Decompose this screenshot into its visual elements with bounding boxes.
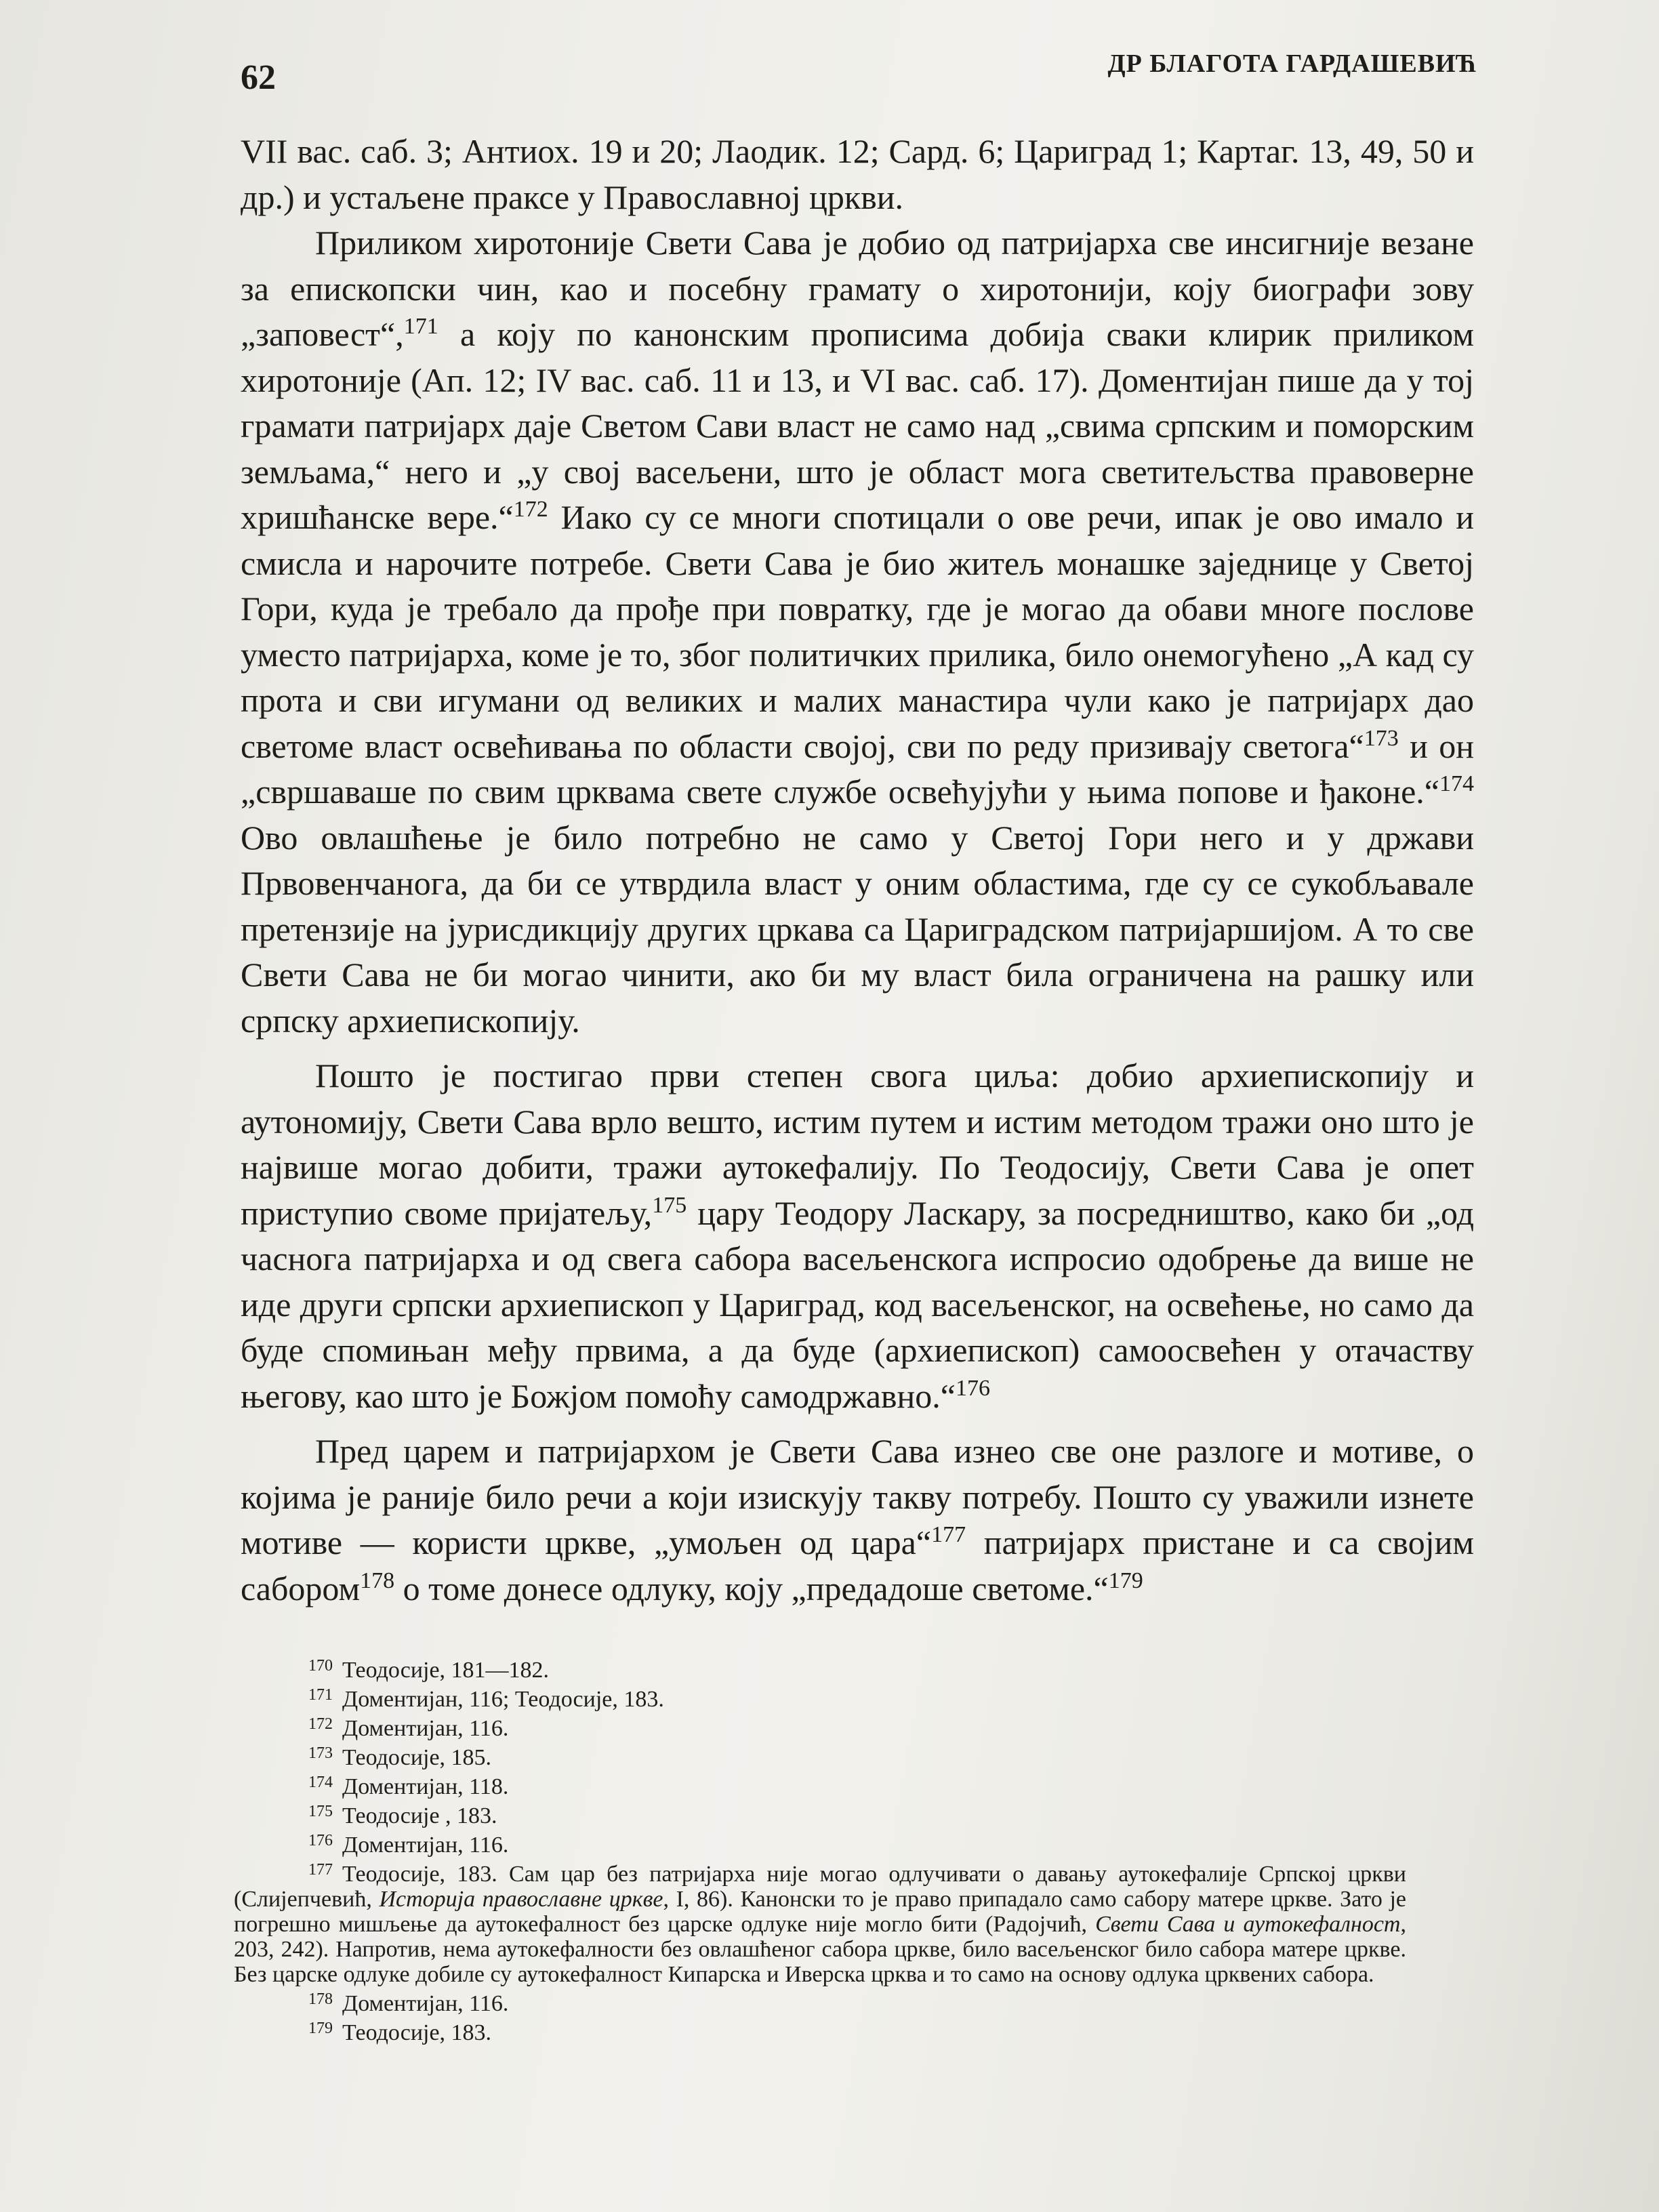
footnote-170 xyxy=(308,1654,1406,1683)
footnote-171 xyxy=(308,1683,1406,1712)
footnote-ref: 179 xyxy=(1108,1568,1143,1593)
paragraph-text: и он „свршаваше по свим црквама свете службе освећујући у њима попове и ђаконе.“ xyxy=(241,726,1475,811)
footnote-ref: 177 xyxy=(931,1522,966,1547)
footnote-text: Доментијан, 116. xyxy=(342,1716,509,1741)
footnote-ref: 175 xyxy=(652,1192,687,1218)
footnote-173 xyxy=(308,1741,1406,1770)
footnote-number: 178 xyxy=(308,1990,333,2008)
footnote-number: 173 xyxy=(308,1744,333,1762)
paragraph-text: Иако су се многи спотицали о ове речи, ипак је ово имало и смисла и нарочите потребе. Свети Сава је био житељ монашке заједнице у Светој Гори, куда је требало да прође при повратку, где је могао да обави многе послове уместо патријарха, коме је то, због политичких прилика, било онемогућено „А кад су прота и сви игумани од великих и малих манастира чули како је патријарх дао светоме власт освећивања по области својој, сви по реду призивају светога“ xyxy=(241,498,1474,765)
paragraph-autokefalija xyxy=(241,1053,1474,1419)
footnote-number: 174 xyxy=(308,1774,333,1791)
footnote-number: 175 xyxy=(308,1803,333,1820)
paragraph-text: о томе донесе одлуку, коју „предадоше светоме.“ xyxy=(394,1569,1109,1607)
footnote-179 xyxy=(308,2016,1406,2045)
footnote-text: Доментијан, 116. xyxy=(342,1832,509,1858)
footnote-text: , I, 86). Канонски то је право припадало само сабору матере цркве. Зато је погрешно мишљење да аутокефалност без царске одлуке није могло бити (Радојчић, xyxy=(234,1887,1406,1937)
paragraph-text: Пошто је постигао први степен свога циља: добио архиепископију и аутономију, Свети Сава врло вешто, истим путем и истим методом тражи оно што је највише могао добити, тражи аутокефалију. По Теодосију, Свети Сава је опет приступио своме пријатељу, xyxy=(241,1057,1474,1232)
footnote-ref: 174 xyxy=(1439,771,1474,796)
paragraph-text: а коју по канонским прописима добија сваки клирик приликом хиротоније (Ап. 12; IV вас. саб. 11 и 13, и VI вас. саб. 17). Доментијан пише да у тој грамати патријарх даје Светом Сави власт не само над „свима српским и поморским земљама,“ него и „у свој васељени, што је област мога светитељства правоверне хришћанске вере.“ xyxy=(241,315,1474,536)
footnote-text: Доментијан, 118. xyxy=(342,1774,509,1799)
footnote-number: 177 xyxy=(308,1861,333,1879)
footnote-175 xyxy=(308,1799,1406,1828)
footnote-book-title: Свети Сава и аутокефалност xyxy=(1095,1912,1401,1937)
footnote-text: Теодосије, 185. xyxy=(342,1745,492,1770)
footnote-ref: 172 xyxy=(513,497,548,522)
paragraph-hirotonija xyxy=(241,220,1474,1044)
footnote-text: Теодосије , 183. xyxy=(342,1803,497,1828)
paragraph-text: Ово овлашћење је било потребно не само у Светој Гори него и у држави Првовенчанога, да би се утврдила власт у оним областима, где су се сукобљавале претензије на јурисдикцију других цркава са Цариградском патријаршијом. А то све Свети Сава не би могао чинити, ако би му власт била ограничена на рашку или српску архиепископију. xyxy=(241,818,1474,1040)
footnote-176 xyxy=(308,1828,1406,1858)
footnote-number: 179 xyxy=(308,2020,333,2037)
footnote-text: Теодосије, 183. Сам цар без патријарха није могао одлучивати о давању аутокефалије Српској цркви (Слијепчевић, xyxy=(234,1862,1406,1912)
footnote-172 xyxy=(308,1712,1406,1741)
footnote-ref: 178 xyxy=(360,1568,395,1593)
footnote-ref: 171 xyxy=(403,314,438,339)
footnote-174 xyxy=(308,1770,1406,1799)
footnote-text: Доментијан, 116; Теодосије, 183. xyxy=(342,1687,664,1712)
paragraph-pred-carem xyxy=(241,1429,1474,1612)
paragraph-text: патријарх пристане и са својим сабором xyxy=(241,1523,1474,1607)
footnote-ref: 176 xyxy=(955,1375,990,1401)
body-text xyxy=(241,129,1474,1612)
footnote-number: 171 xyxy=(308,1686,333,1704)
footnote-178 xyxy=(308,1987,1406,2016)
paragraph-text: цару Теодору Ласкару, за посредништво, како би „од часнога патријарха и од свега сабора васељенскога испросио одобрење да више не иде други српски архиепископ у Цариград, код васељенског, на освећење, но само да буде спомињан међу првима, а да буде (архиепископ) самоосвећен у отачаству његову, као што је Божјом помоћу самодржавно.“ xyxy=(241,1193,1475,1415)
footnote-text: , 203, 242). Напротив, нема аутокефалности без овлашћеног сабора цркве, било васељенског било сабора матере цркве. Без царске одлуке добиле су аутокефалност Кипарска и Иверска црква и то само на основу одлука црквених сабора. xyxy=(234,1912,1406,1987)
running-head: ДР БЛАГОТА ГАРДАШЕВИЋ xyxy=(1107,49,1477,78)
footnote-number: 176 xyxy=(308,1832,333,1849)
footnote-number: 170 xyxy=(308,1657,333,1675)
page-number: 62 xyxy=(241,58,276,97)
paragraph-text: Пред царем и патријархом је Свети Сава изнео све оне разлоге и мотиве, о којима је раније било речи а који изискују такву потребу. Пошто су уважили изнете мотиве — користи цркве, „умољен од цара“ xyxy=(241,1432,1474,1561)
footnote-text: Теодосије, 181—182. xyxy=(342,1658,550,1683)
paragraph-text: VII вас. саб. 3; Антиох. 19 и 20; Лаодик. 12; Сард. 6; Цариград 1; Картаг. 13, 49, 50 и др.) и устаљене праксе у Православној цркви. xyxy=(241,132,1474,216)
footnote-ref: 173 xyxy=(1364,725,1399,751)
footnote-text: Доментијан, 116. xyxy=(342,1991,509,2016)
footnote-number: 172 xyxy=(308,1715,333,1733)
paragraph-text: Приликом хиротоније Свети Сава је добио од патријарха све инсигније везане за епископски чин, као и посебну грамату о хиротонији, коју биографи зову „заповест“, xyxy=(241,224,1474,353)
footnote-text: Теодосије, 183. xyxy=(342,2020,492,2045)
footnote-book-title: Историја православне цркве xyxy=(379,1887,663,1912)
paragraph-continued xyxy=(241,129,1474,220)
footnote-177 xyxy=(234,1858,1406,1987)
footnotes xyxy=(234,1654,1406,2045)
